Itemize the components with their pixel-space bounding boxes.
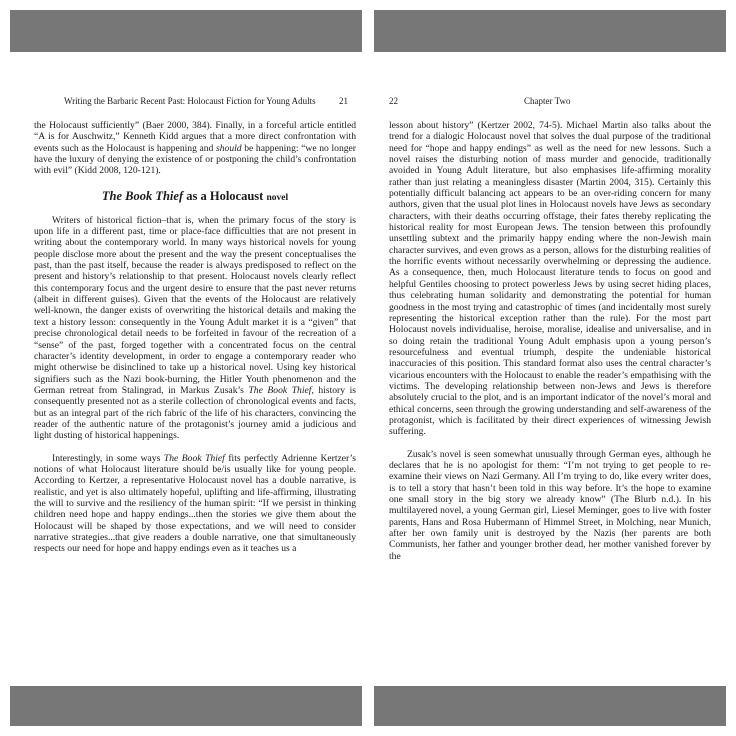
left-running-head xyxy=(34,96,356,120)
left-page-number: 21 xyxy=(339,96,348,106)
right-running-head xyxy=(389,96,711,120)
right-paragraph-2: Zusak’s novel is seen somewhat unusually through German eyes, although he declares that he is no apologist for them: “I’m not trying to get people to re-examine their views on Nazi Germany. All I’m trying to do, like every writer does, is to tell a story that hasn’t been told in this way before. It’s the hope to examine one small story in the big story we already know” (The Blurb n.d.). In his multilayered novel, a young German girl, Liesel Meminger, goes to live with foster parents, Hans and Rosa Hubermann of Himmel Street, in Molching, near Munich, after her own family unit is destroyed by the Nazis (her parents are both Communists, her father and younger brother dead, her mother vanished forever by the xyxy=(389,448,711,562)
right-page xyxy=(389,96,711,562)
bottom-left-toolbar-bar xyxy=(10,686,362,726)
left-paragraph-1: the Holocaust sufficiently” (Baer 2000, 384). Finally, in a forceful article entitled “A is for Auschwitz,” Kenneth Kidd argues that a more direct confrontation with events such as the Holocaust is happening and should be happening: “we no longer have the luxury of denying the existence of or postponing the child’s confrontation with evil” (Kidd 2008, 120-121). xyxy=(34,120,356,177)
left-page xyxy=(34,96,356,555)
right-page-number: 22 xyxy=(389,96,398,106)
right-running-title: Chapter Two xyxy=(524,96,571,106)
top-left-toolbar-bar xyxy=(10,10,362,52)
top-right-toolbar-bar xyxy=(374,10,726,52)
bottom-right-toolbar-bar xyxy=(374,686,726,726)
left-paragraph-2: Writers of historical fiction–that is, when the primary focus of the story is upon life in a different past, time or place-face difficulties that are not present in writing about the contemporary world. In many ways historical novels for young people disclose more about the present and the way the present conceptualises the past, than the past itself, because the reader is always predisposed to reflect on the present and history’s relationship to that present. Holocaust novels clearly reflect this contemporary focus and the urgent desire to ensure that the past never returns (albeit in different guises). Given that the events of the Holocaust are relatively well-known, the danger exists of overwriting the historical details and making the text a history lesson: consequently in the Young Adult market it is a “given” that precise chronological detail needs to be forfeited in favour of the recreation of a “sense” of the past, forged together with a concentrated focus on the central character’s identity development, in order to engage a contemporary reader who might otherwise be disinclined to take up a historical novel. Using key historical signifiers such as the Nazi book-burning, the Hitler Youth phenomenon and the German retreat from Stalingrad, in Markus Zusak’s The Book Thief, history is consequently presented not as a sterile collection of chronological events and facts, but as an integral part of the rich fabric of the life of his characters, convincing the reader of the authentic nature of the protagonist’s journey amid a judicious and light dusting of historical happenings. xyxy=(34,214,357,442)
section-heading: The Book Thief as a Holocaust novel xyxy=(101,188,289,203)
left-running-title: Writing the Barbaric Recent Past: Holocaust Fiction for Young Adults xyxy=(64,96,316,106)
right-paragraph-1: lesson about history” (Kertzer 2002, 74-5). Michael Martin also talks about the trend for a dialogic Holocaust novel that solves the dual purpose of the traditional need for “hope and happy endings” as well as the need for new lessons. Such a novel raises the disturbing notion of mass murder and genocide, traditionally avoided in Young Adult literature, but also emphasises life-affirming morality rather than just relating a meaningless disaster (Martin 2004, 315). Certainly this potentially difficult balancing act appears to be an over-riding concern for many authors, given that the usual plot lines in Holocaust novels have Jews as secondary characters, with their deaths occurring offstage, their fates thereby replicating the historical reality for most European Jews. The tension between this profoundly unsettling subtext and the primarily happy ending where the non-Jewish main character survives, and even grows as a person, allows for the disturbing realities of the horrific events without necessarily overwhelming or depressing the audience. As a consequence, then, much Holocaust literature tends to focus on good and helpful Gentiles choosing to protect powerless Jews by using secret hiding places, thus celebrating human solidarity and demonstrating the potential for human goodness in the most trying and catastrophic of times (and incidentally most surely representing the historical exception rather than the rule). For the most part Holocaust novels individualise, heroise, moralise, idealise and universalise, and in so doing retain the traditional Young Adult emphasis upon a young person’s resourcefulness and eventual triumph, despite the undeniable historical inaccuracies of this position. This standard format also uses the central character’s vicarious encounters with the Holocaust to enable the reader’s empathising with the victims. The developing relationship between non-Jews and Jews is therefore absolutely crucial to the plot, and is an important indicator of the novel’s moral and ethical concerns, seen through the growing understanding and self-awareness of the protagonist, which is facilitated by their direct experiences of witnessing Jewish suffering. xyxy=(389,120,711,438)
left-paragraph-3: Interestingly, in some ways The Book Thief fits perfectly Adrienne Kertzer’s notions of what Holocaust literature should be/is usually like for young people. According to Kertzer, a representative Holocaust novel has a double narrative, is realistic, and yet is also ultimately hopeful, uplifting and life-affirming, illustrating the will to survive and the resiliency of the human spirit: “If we persist in thinking children need hope and happy endings...then the stories we give them about the Holocaust will be shaped by those expectations, and we will need to consider narrative strategies...that give readers a double narrative, one that simultaneously respects our need for hope and happy endings even as it teaches us a xyxy=(34,452,356,555)
